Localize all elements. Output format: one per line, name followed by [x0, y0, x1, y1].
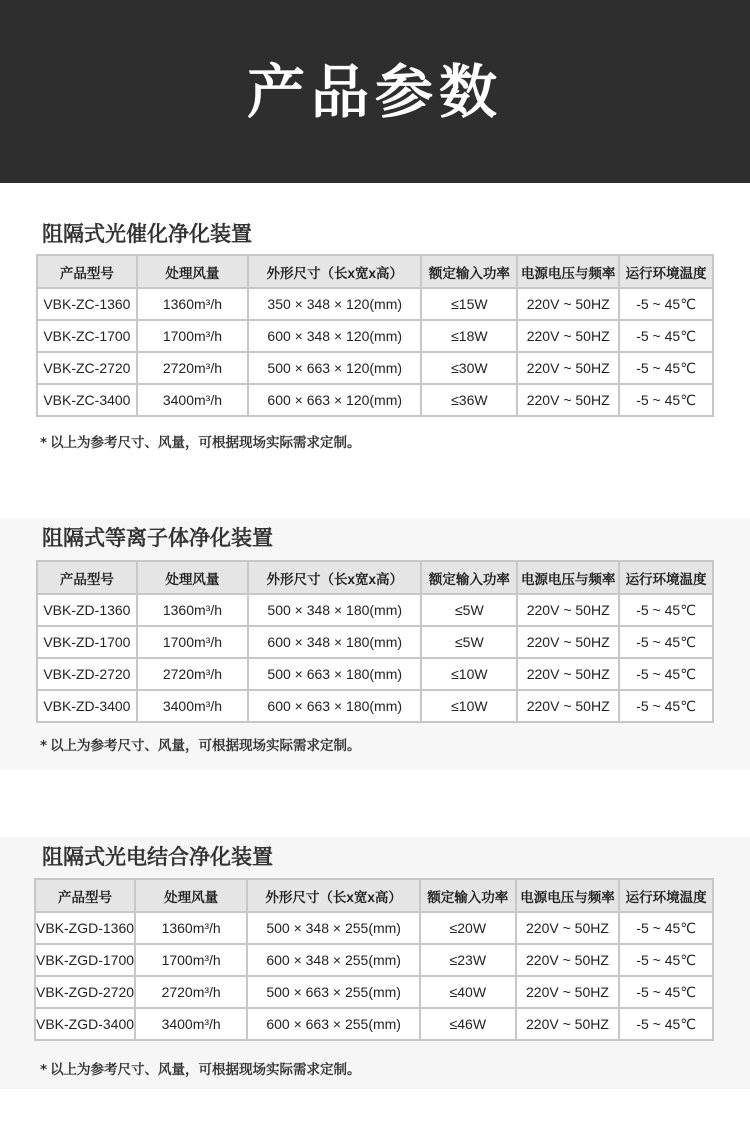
temperature-cell: -5 ~ 45℃	[619, 384, 713, 416]
section-title: 阻隔式光电结合净化装置	[42, 844, 273, 869]
airflow-cell: 1700m³/h	[137, 320, 248, 352]
voltage-cell: 220V ~ 50HZ	[517, 320, 619, 352]
spec-table	[34, 878, 714, 1041]
column-header: 运行环境温度	[619, 255, 713, 288]
footnote	[40, 431, 361, 451]
table-row	[35, 944, 713, 976]
column-header: 电源电压与频率	[516, 879, 620, 912]
table-row	[37, 626, 713, 658]
airflow-cell: 3400m³/h	[135, 1008, 247, 1040]
voltage-cell: 220V ~ 50HZ	[517, 658, 619, 690]
table-row	[35, 912, 713, 944]
airflow-cell: 1700m³/h	[135, 944, 247, 976]
section-photocatalytic	[0, 214, 750, 464]
column-header: 额定输入功率	[420, 879, 516, 912]
voltage-cell: 220V ~ 50HZ	[517, 384, 619, 416]
power-cell: ≤15W	[421, 288, 517, 320]
temperature-cell: -5 ~ 45℃	[619, 352, 713, 384]
column-header: 产品型号	[37, 255, 137, 288]
model-cell: VBK-ZGD-2720	[35, 976, 135, 1008]
table-row	[37, 384, 713, 416]
model-cell: VBK-ZGD-3400	[35, 1008, 135, 1040]
column-header: 处理风量	[137, 255, 248, 288]
footnote-text: 以上为参考尺寸、风量，可根据现场实际需求定制。	[50, 738, 361, 754]
footnote-text: 以上为参考尺寸、风量，可根据现场实际需求定制。	[50, 435, 361, 451]
voltage-cell: 220V ~ 50HZ	[516, 912, 620, 944]
model-cell: VBK-ZC-3400	[37, 384, 137, 416]
table-header-row	[37, 561, 713, 594]
dimensions-cell: 600 × 348 × 180(mm)	[248, 626, 421, 658]
section-plasma	[0, 518, 750, 770]
dimensions-cell: 600 × 663 × 180(mm)	[248, 690, 421, 722]
table-row	[37, 658, 713, 690]
column-header: 产品型号	[35, 879, 135, 912]
airflow-cell: 1700m³/h	[137, 626, 248, 658]
table-row	[37, 352, 713, 384]
power-cell: ≤46W	[420, 1008, 516, 1040]
airflow-cell: 1360m³/h	[137, 288, 248, 320]
dimensions-cell: 500 × 348 × 255(mm)	[247, 912, 420, 944]
column-header: 外形尺寸（长x宽x高）	[248, 561, 421, 594]
column-header: 外形尺寸（长x宽x高）	[247, 879, 420, 912]
column-header: 处理风量	[137, 561, 248, 594]
airflow-cell: 1360m³/h	[135, 912, 247, 944]
temperature-cell: -5 ~ 45℃	[619, 626, 713, 658]
power-cell: ≤30W	[421, 352, 517, 384]
page-title: 产品参数	[246, 57, 503, 126]
airflow-cell: 3400m³/h	[137, 384, 248, 416]
power-cell: ≤36W	[421, 384, 517, 416]
spec-table	[36, 254, 714, 417]
section-title: 阻隔式光催化净化装置	[42, 221, 252, 246]
dimensions-cell: 500 × 663 × 180(mm)	[248, 658, 421, 690]
power-cell: ≤5W	[421, 594, 517, 626]
voltage-cell: 220V ~ 50HZ	[517, 352, 619, 384]
temperature-cell: -5 ~ 45℃	[619, 690, 713, 722]
section-title: 阻隔式等离子体净化装置	[42, 525, 273, 550]
airflow-cell: 2720m³/h	[135, 976, 247, 1008]
voltage-cell: 220V ~ 50HZ	[516, 944, 620, 976]
power-cell: ≤20W	[420, 912, 516, 944]
table-header-row	[35, 879, 713, 912]
temperature-cell: -5 ~ 45℃	[619, 944, 713, 976]
spec-table	[36, 560, 714, 723]
temperature-cell: -5 ~ 45℃	[619, 594, 713, 626]
table-header-row	[37, 255, 713, 288]
table-row	[37, 320, 713, 352]
voltage-cell: 220V ~ 50HZ	[517, 626, 619, 658]
temperature-cell: -5 ~ 45℃	[619, 288, 713, 320]
column-header: 运行环境温度	[619, 879, 713, 912]
power-cell: ≤10W	[421, 658, 517, 690]
temperature-cell: -5 ~ 45℃	[619, 658, 713, 690]
asterisk-mark: *	[40, 435, 48, 451]
voltage-cell: 220V ~ 50HZ	[517, 690, 619, 722]
airflow-cell: 1360m³/h	[137, 594, 248, 626]
column-header: 产品型号	[37, 561, 137, 594]
voltage-cell: 220V ~ 50HZ	[517, 594, 619, 626]
dimensions-cell: 350 × 348 × 120(mm)	[248, 288, 421, 320]
dimensions-cell: 500 × 663 × 255(mm)	[247, 976, 420, 1008]
voltage-cell: 220V ~ 50HZ	[516, 976, 620, 1008]
table-row	[35, 976, 713, 1008]
table-row	[37, 690, 713, 722]
model-cell: VBK-ZC-1700	[37, 320, 137, 352]
temperature-cell: -5 ~ 45℃	[619, 1008, 713, 1040]
footnote	[40, 1058, 361, 1078]
column-header: 额定输入功率	[421, 255, 517, 288]
column-header: 外形尺寸（长x宽x高）	[248, 255, 421, 288]
model-cell: VBK-ZC-2720	[37, 352, 137, 384]
power-cell: ≤5W	[421, 626, 517, 658]
airflow-cell: 3400m³/h	[137, 690, 248, 722]
model-cell: VBK-ZC-1360	[37, 288, 137, 320]
column-header: 电源电压与频率	[517, 255, 619, 288]
dimensions-cell: 600 × 348 × 120(mm)	[248, 320, 421, 352]
model-cell: VBK-ZGD-1360	[35, 912, 135, 944]
column-header: 额定输入功率	[421, 561, 517, 594]
power-cell: ≤10W	[421, 690, 517, 722]
table-row	[37, 594, 713, 626]
asterisk-mark: *	[40, 1062, 48, 1078]
model-cell: VBK-ZD-3400	[37, 690, 137, 722]
power-cell: ≤23W	[420, 944, 516, 976]
temperature-cell: -5 ~ 45℃	[619, 320, 713, 352]
model-cell: VBK-ZGD-1700	[35, 944, 135, 976]
model-cell: VBK-ZD-1700	[37, 626, 137, 658]
model-cell: VBK-ZD-1360	[37, 594, 137, 626]
table-row	[35, 1008, 713, 1040]
power-cell: ≤18W	[421, 320, 517, 352]
voltage-cell: 220V ~ 50HZ	[516, 1008, 620, 1040]
airflow-cell: 2720m³/h	[137, 658, 248, 690]
footnote-text: 以上为参考尺寸、风量，可根据现场实际需求定制。	[50, 1062, 361, 1078]
temperature-cell: -5 ~ 45℃	[619, 912, 713, 944]
power-cell: ≤40W	[420, 976, 516, 1008]
header-banner	[0, 0, 750, 183]
voltage-cell: 220V ~ 50HZ	[517, 288, 619, 320]
asterisk-mark: *	[40, 738, 48, 754]
dimensions-cell: 600 × 663 × 120(mm)	[248, 384, 421, 416]
temperature-cell: -5 ~ 45℃	[619, 976, 713, 1008]
column-header: 运行环境温度	[619, 561, 713, 594]
table-row	[37, 288, 713, 320]
airflow-cell: 2720m³/h	[137, 352, 248, 384]
dimensions-cell: 500 × 663 × 120(mm)	[248, 352, 421, 384]
column-header: 处理风量	[135, 879, 247, 912]
section-photoelectric	[0, 837, 750, 1089]
dimensions-cell: 500 × 348 × 180(mm)	[248, 594, 421, 626]
footnote	[40, 734, 361, 754]
column-header: 电源电压与频率	[517, 561, 619, 594]
dimensions-cell: 600 × 348 × 255(mm)	[247, 944, 420, 976]
dimensions-cell: 600 × 663 × 255(mm)	[247, 1008, 420, 1040]
model-cell: VBK-ZD-2720	[37, 658, 137, 690]
